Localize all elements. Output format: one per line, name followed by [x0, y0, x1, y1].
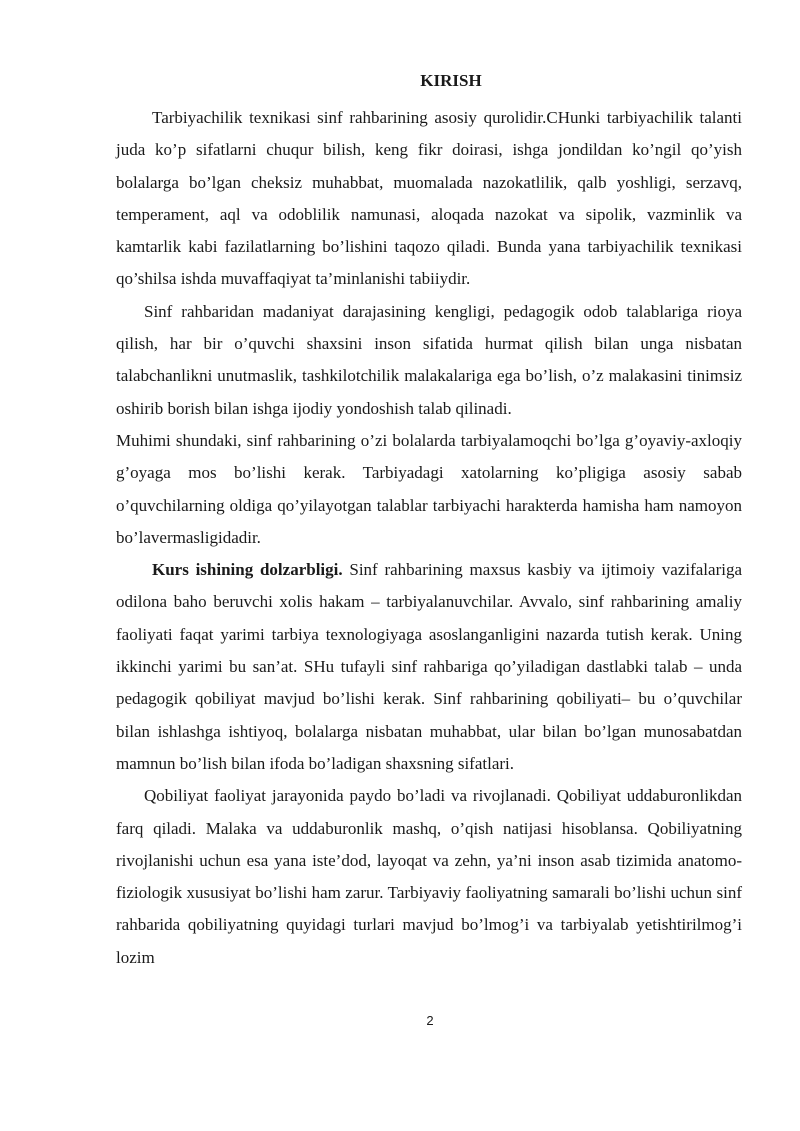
- paragraph-main-point: Muhimi shundaki, sinf rahbarining o’zi bolalarda tarbiyalamoqchi bo’lga g’oyaviy-axloqiy g’oyaga mos bo’lishi kerak. Tarbiyadagi xatolarning ko’pligiga asosiy sabab o’quvchilarning oldiga qo’yilayotgan talablar tarbiyachi harakterda hamisha ham namoyon bo’lavermasligidadir.: [116, 430, 742, 547]
- relevance-heading: Kurs ishining dolzarbligi.: [152, 560, 343, 580]
- page-number: 2: [426, 1013, 434, 1028]
- paragraph-relevance: [116, 554, 742, 780]
- paragraph-requirements: Sinf rahbaridan madaniyat darajasining kengligi, pedagogik odob talablariga rioya qilish, har bir o’quvchi shaxsini inson sifatida hurmat qilish bilan unga nisbatan talabchanlikni unutmaslik, tashkilotchilik malakalariga ega bo’lish, o’z malakasini tinimsiz oshirib borish bilan ishga ijodiy yondoshish talab qilinadi.: [116, 301, 742, 418]
- document-page: [116, 70, 742, 974]
- page-title: KIRISH: [420, 71, 482, 90]
- relevance-text: Sinf rahbarining maxsus kasbiy va ijtimoiy vazifalariga odilona baho beruvchi xolis hakam – tarbiyalanuvchilar. Avvalo, sinf rahbarining amaliy faoliyati faqat yarimi tarbiya texnologiyaga asoslanganligini nazarda tutish kerak. Uning ikkinchi yarimi bu san’at. SHu tufayli sinf rahbariga qo’yiladigan dastlabki talab – unda pedagogik qobiliyat mavjud bo’lishi kerak. Sinf rahbarining qobiliyati– bu o’quvchilar bilan ishlashga ishtiyoq, bolalarga nisbatan muhabbat, ular bilan bo’lgan munosabatdan mamnun bo’lish bilan ifoda bo’ladigan shaxsning sifatlari.: [116, 560, 742, 773]
- paragraph-ability: Qobiliyat faoliyat jarayonida paydo bo’ladi va rivojlanadi. Qobiliyat uddaburonlikdan farq qiladi. Malaka va uddaburonlik mashq, o’qish natijasi hisoblansa. Qobiliyatning rivojlanishi uchun esa yana iste’dod, layoqat va zehn, ya’ni inson asab tizimida anatomo-fiziologik xususiyat bo’lishi ham zarur. Tarbiyaviy faoliyatning samarali bo’lishi uchun sinf rahbarida qobiliyatning quyidagi turlari mavjud bo’lmog’i va tarbiyalab yetishtirilmog’i lozim: [116, 786, 742, 967]
- paragraph-intro: Tarbiyachilik texnikasi sinf rahbarining asosiy qurolidir.CHunki tarbiyachilik talanti juda ko’p sifatlarni chuqur bilish, keng fikr doirasi, ishga jondildan ko’ngil qo’yish bolalarga bo’lgan cheksiz muhabbat, muomalada nazokatlilik, qalb yoshligi, serzavq, temperament, aql va odoblilik namunasi, aloqada nazokat va sipolik, vazminlik va kamtarlik kabi fazilatlarning bo’lishini taqozo qiladi. Bunda yana tarbiyachilik texnikasi qo’shilsa ishda muvaffaqiyat ta’minlanishi tabiiydir.: [116, 108, 742, 289]
